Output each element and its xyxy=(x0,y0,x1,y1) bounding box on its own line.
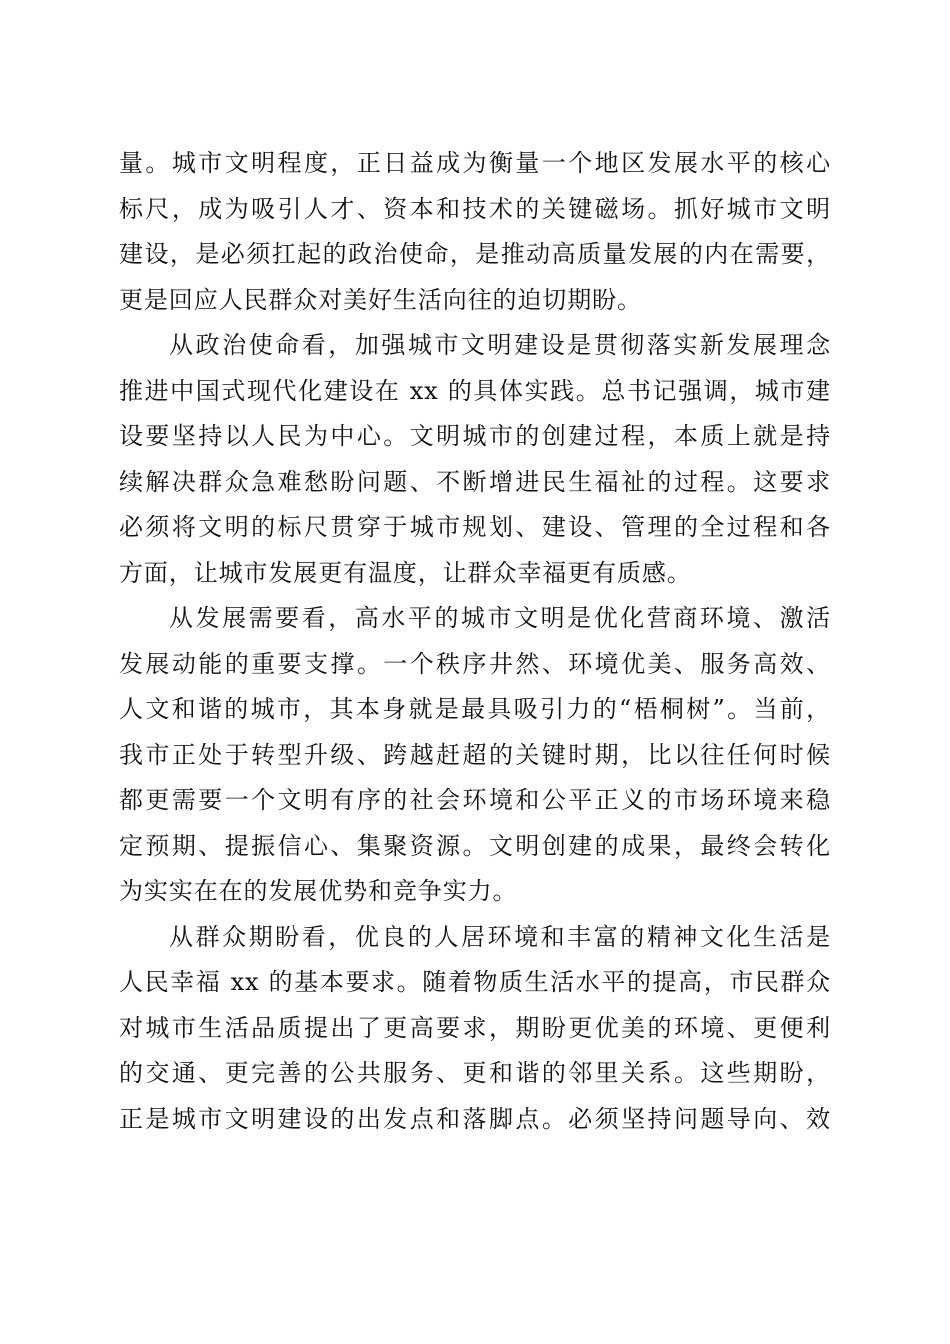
paragraph-3 xyxy=(119,596,831,915)
text-line: 从群众期盼看，优良的人居环境和丰富的精神文化生活是 xyxy=(169,922,831,951)
paragraph-2 xyxy=(119,323,831,596)
text-line: 对城市生活品质提出了更高要求，期盼更优美的环境、更便利 xyxy=(119,1013,831,1042)
document-body xyxy=(119,141,831,1142)
text-line: 都更需要一个文明有序的社会环境和公平正义的市场环境来稳 xyxy=(119,786,831,814)
text-line: 的交通、更完善的公共服务、更和谐的邻里关系。这些期盼， xyxy=(119,1059,831,1087)
text-line: 从发展需要看，高水平的城市文明是优化营商环境、激活 xyxy=(169,604,831,632)
text-line: 续解决群众急难愁盼问题、不断增进民生福祉的过程。这要求 xyxy=(119,467,831,496)
text-line: 更是回应人民群众对美好生活向往的迫切期盼。 xyxy=(119,285,642,314)
text-line: 为实实在在的发展优势和竞争实力。 xyxy=(119,877,518,905)
text-line: 建设，是必须扛起的政治使命，是推动高质量发展的内在需要， xyxy=(119,240,831,268)
text-line: 正是城市文明建设的出发点和落脚点。必须坚持问题导向、效 xyxy=(119,1104,831,1133)
text-line: 量。城市文明程度，正日益成为衡量一个地区发展水平的核心 xyxy=(119,149,831,177)
text-line: 标尺，成为吸引人才、资本和技术的关键磁场。抓好城市文明 xyxy=(119,194,831,223)
text-line: 人民幸福 xx 的基本要求。随着物质生活水平的提高，市民群众 xyxy=(119,968,831,996)
paragraph-4 xyxy=(119,915,831,1143)
text-line: 从政治使命看，加强城市文明建设是贯彻落实新发展理念 xyxy=(169,331,831,359)
text-line: 推进中国式现代化建设在 xx 的具体实践。总书记强调，城市建 xyxy=(119,376,831,405)
text-line: 设要坚持以人民为中心。文明城市的创建过程，本质上就是持 xyxy=(119,422,831,450)
paragraph-1 xyxy=(119,141,831,323)
text-line: 必须将文明的标尺贯穿于城市规划、建设、管理的全过程和各 xyxy=(119,513,831,541)
text-line: 方面，让城市发展更有温度，让群众幸福更有质感。 xyxy=(119,558,692,587)
text-line: 定预期、提振信心、集聚资源。文明创建的成果，最终会转化 xyxy=(119,831,831,860)
text-line: 人文和谐的城市，其本身就是最具吸引力的“梧桐树”。当前， xyxy=(119,695,831,723)
text-line: 发展动能的重要支撑。一个秩序井然、环境优美、服务高效、 xyxy=(119,649,831,678)
text-line: 我市正处于转型升级、跨越赶超的关键时期，比以往任何时候 xyxy=(119,740,831,769)
